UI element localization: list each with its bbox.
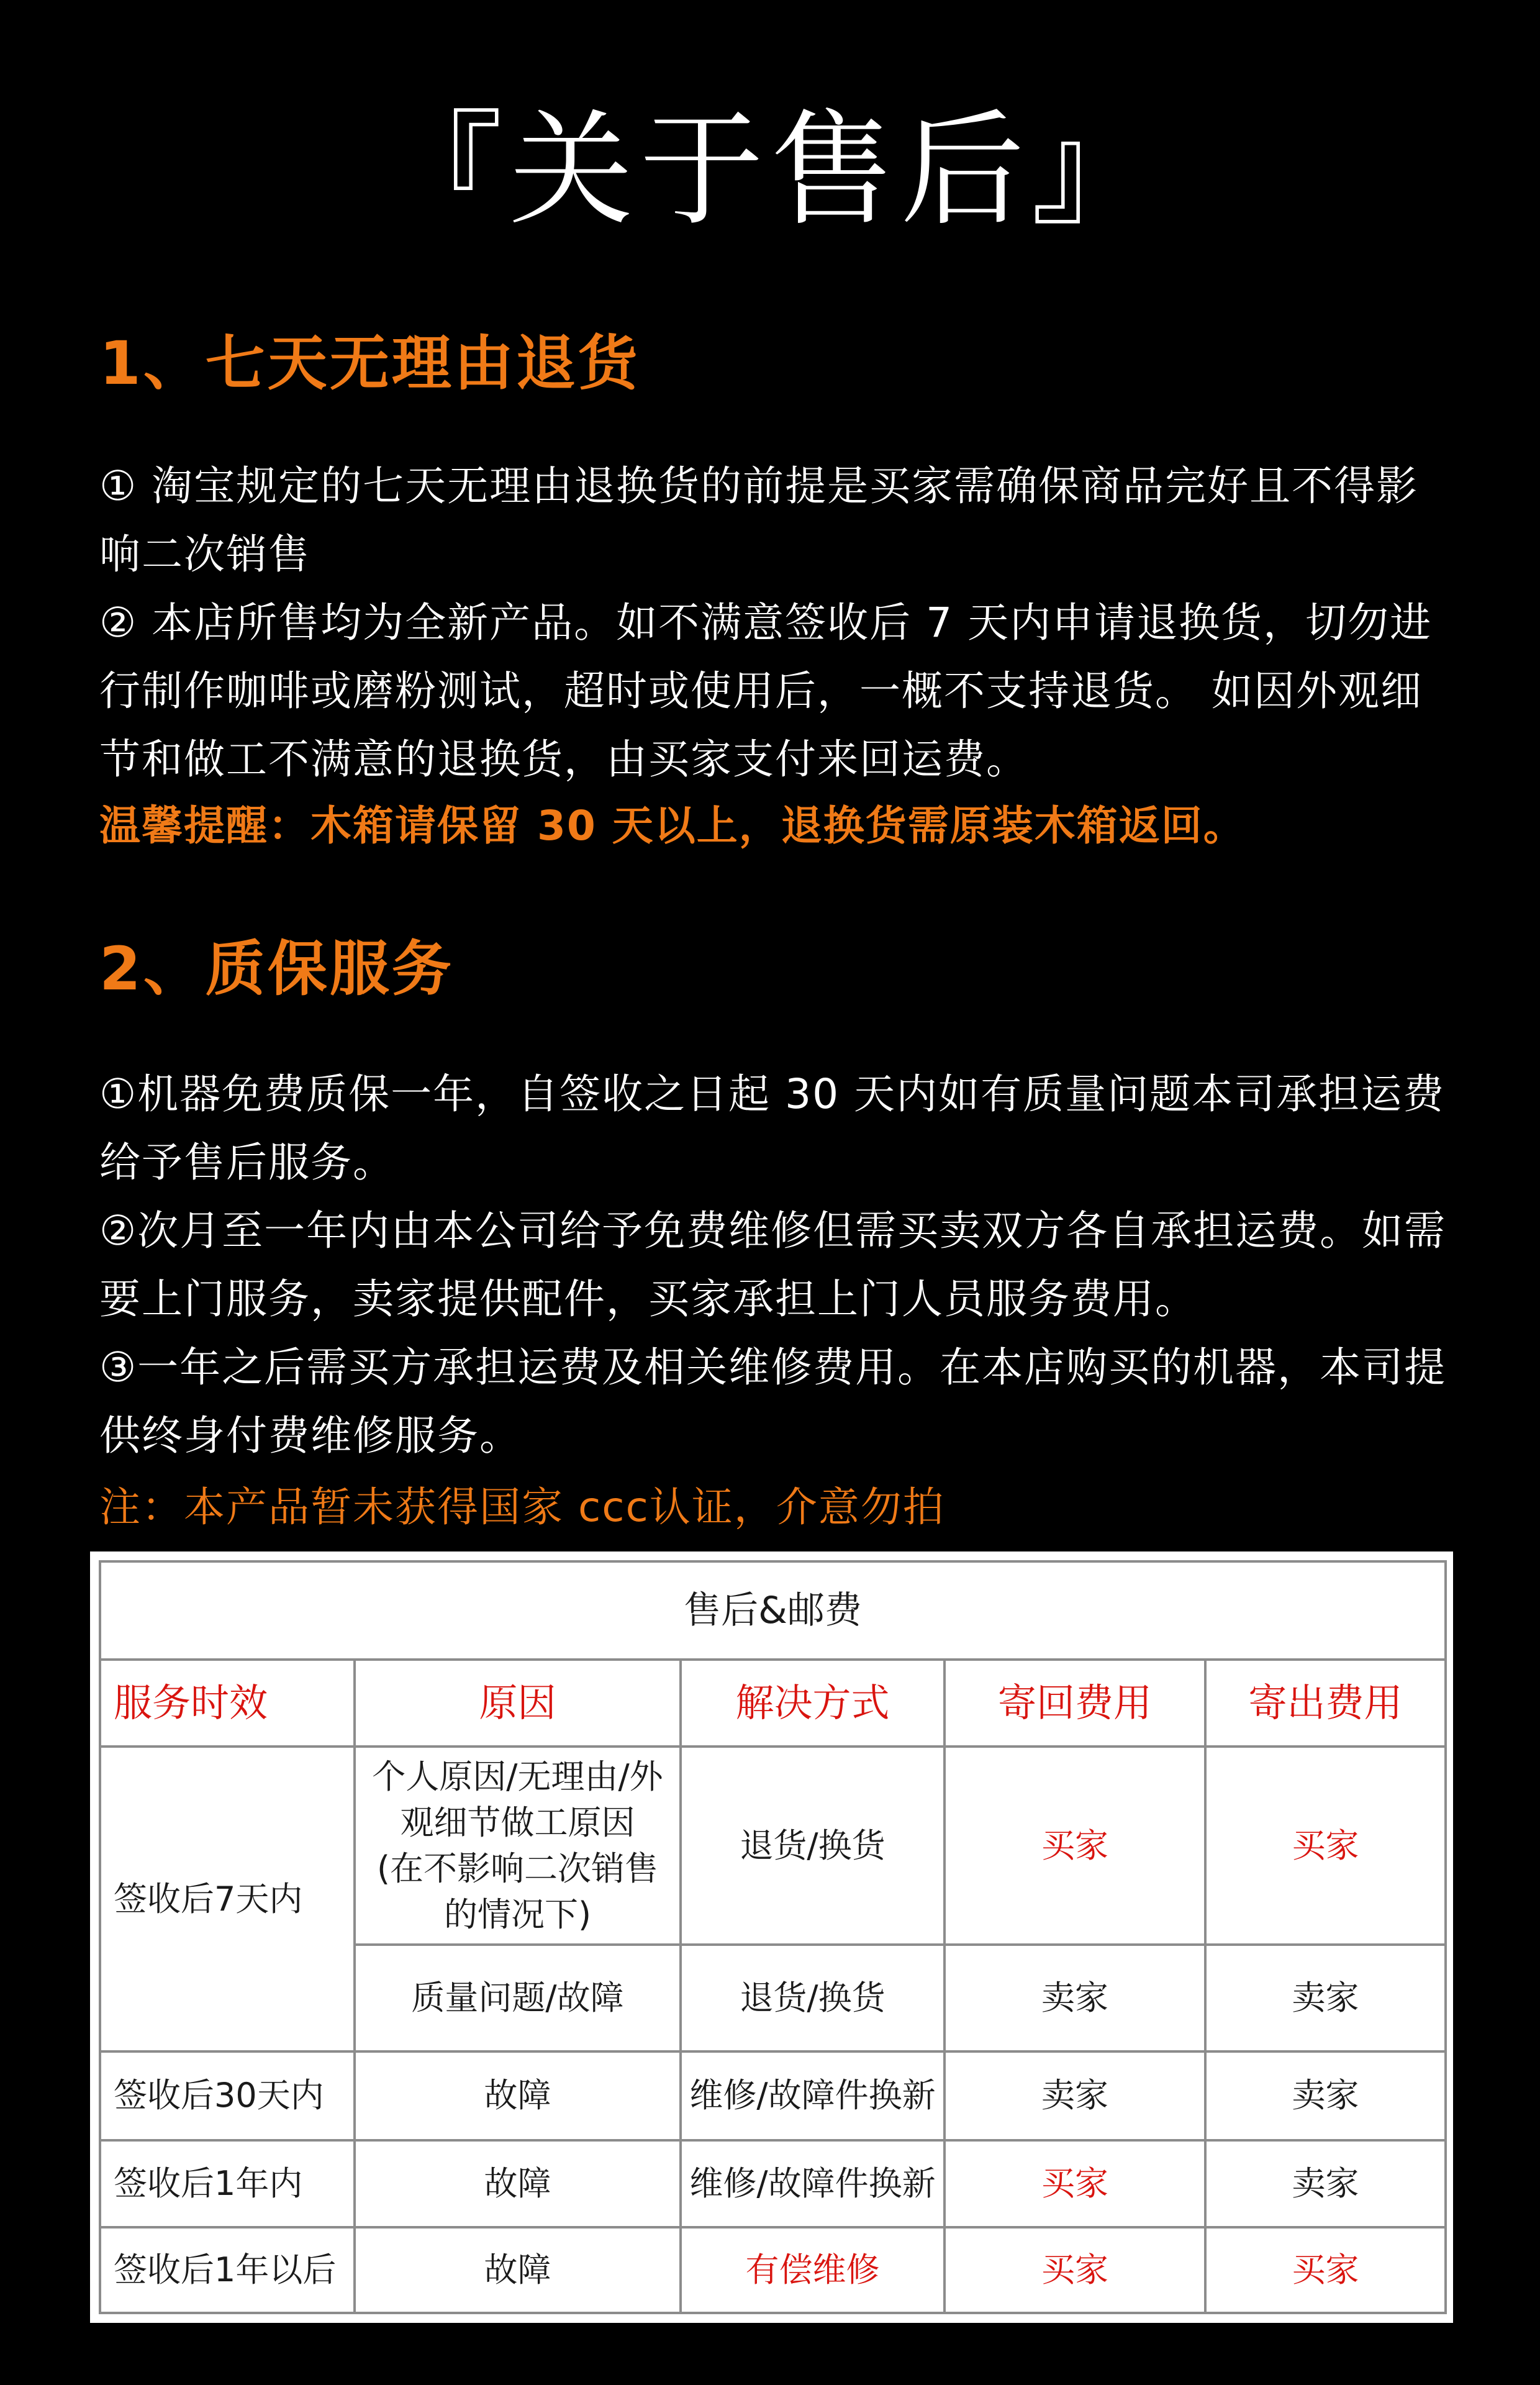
return-fee-cell: 卖家 — [944, 2051, 1205, 2140]
solution-cell: 有偿维修 — [681, 2227, 944, 2313]
reason-line: 观细节做工原因 — [400, 1802, 635, 1842]
page-title: 『关于售后』 — [378, 98, 1161, 243]
reason-cell — [355, 1747, 681, 1945]
solution-cell: 退货/换货 — [681, 1747, 944, 1945]
reason-line: (在不影响二次销售 — [376, 1848, 659, 1888]
table-caption: 售后&邮费 — [100, 1561, 1446, 1660]
solution-cell: 维修/故障件换新 — [681, 2140, 944, 2227]
table-row — [100, 1747, 1446, 1945]
solution-cell: 退货/换货 — [681, 1945, 944, 2051]
section-2-paragraph: ①机器免费质保一年，自签收之日起 30 天内如有质量问题本司承担运费给予售后服务。 — [99, 1070, 1446, 1186]
column-header-period: 服务时效 — [100, 1660, 355, 1747]
reason-line: 个人原因/无理由/外 — [372, 1756, 663, 1796]
reason-line: 的情况下) — [443, 1894, 592, 1934]
period-cell: 签收后30天内 — [100, 2051, 355, 2140]
ship-fee-cell: 卖家 — [1205, 2140, 1446, 2227]
reason-cell: 故障 — [355, 2227, 681, 2313]
table-row — [100, 2227, 1446, 2313]
table-row — [100, 2051, 1446, 2140]
table-row — [100, 2140, 1446, 2227]
column-header-solution: 解决方式 — [681, 1660, 944, 1747]
ship-fee-cell: 买家 — [1205, 1747, 1446, 1945]
column-header-return-fee: 寄回费用 — [944, 1660, 1205, 1747]
section-1-paragraph: ② 本店所售均为全新产品。如不满意签收后 7 天内申请退换货，切勿进行制作咖啡或磨粉测试，超时或使用后，一概不支持退货。 如因外观细节和做工不满意的退换货，由买家支付来回运费。 — [99, 599, 1433, 783]
section-2-body — [99, 1060, 1453, 1470]
return-fee-cell: 买家 — [944, 2227, 1205, 2313]
ship-fee-cell: 卖家 — [1205, 2051, 1446, 2140]
section-2-paragraph: ③一年之后需买方承担运费及相关维修费用。在本店购买的机器，本司提供终身付费维修服务。 — [99, 1343, 1447, 1460]
period-cell: 签收后1年以后 — [100, 2227, 355, 2313]
column-header-reason: 原因 — [355, 1660, 681, 1747]
ccc-certification-note: 注：本产品暂未获得国家 ccc认证，介意勿拍 — [99, 1483, 945, 1531]
reason-cell: 质量问题/故障 — [355, 1945, 681, 2051]
period-cell: 签收后7天内 — [100, 1747, 355, 2051]
solution-cell: 维修/故障件换新 — [681, 2051, 944, 2140]
return-fee-cell: 卖家 — [944, 1945, 1205, 2051]
section-2-heading: 2、质保服务 — [99, 934, 454, 1004]
column-header-ship-fee: 寄出费用 — [1205, 1660, 1446, 1747]
section-1-reminder: 温馨提醒：木箱请保留 30 天以上，退换货需原装木箱返回。 — [99, 802, 1246, 850]
reason-cell: 故障 — [355, 2140, 681, 2227]
after-sales-shipping-table — [99, 1560, 1447, 2314]
section-2-paragraph: ②次月至一年内由本公司给予免费维修但需买卖双方各自承担运费。如需要上门服务，卖家提供配件，买家承担上门人员服务费用。 — [99, 1207, 1447, 1323]
ship-fee-cell: 买家 — [1205, 2227, 1446, 2313]
after-sales-table-frame — [90, 1551, 1453, 2323]
ship-fee-cell: 卖家 — [1205, 1945, 1446, 2051]
period-cell: 签收后1年内 — [100, 2140, 355, 2227]
return-fee-cell: 买家 — [944, 1747, 1205, 1945]
section-1-body — [99, 452, 1453, 794]
section-1-heading: 1、七天无理由退货 — [99, 329, 640, 398]
return-fee-cell: 买家 — [944, 2140, 1205, 2227]
section-1-paragraph: ① 淘宝规定的七天无理由退换货的前提是买家需确保商品完好且不得影响二次销售 — [99, 462, 1419, 578]
reason-cell: 故障 — [355, 2051, 681, 2140]
